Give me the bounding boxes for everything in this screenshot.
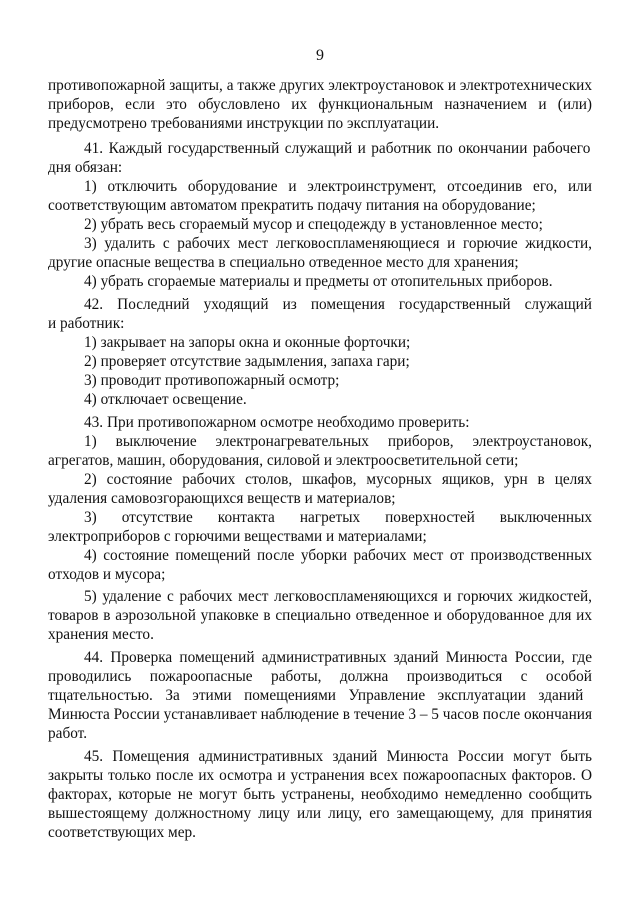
text-line: дня обязан:	[48, 159, 123, 176]
text-line: факторах, которые не могут быть устранены, необходимо немедленно сообщить	[48, 786, 592, 803]
text-line: 4) состояние помещений после уборки рабочих мест от производственных	[84, 547, 592, 564]
text-line: другие опасные вещества в специально отведенное место для хранения;	[48, 254, 519, 271]
text-line: удаления самовозгорающихся веществ и материалов;	[48, 490, 396, 507]
text-line: 1) отключить оборудование и электроинструмент, отсоединив его, или	[84, 178, 592, 195]
text-line: противопожарной защиты, а также других электроустановок и электротехнических	[48, 77, 592, 94]
text-line: 1) выключение электронагревательных приборов, электроустановок,	[84, 433, 592, 450]
text-line: 3) отсутствие контакта нагретых поверхностей выключенных	[84, 509, 592, 526]
text-line: проводились пожароопасные работы, должна производиться с особой	[48, 668, 592, 685]
text-line: 43. При противопожарном осмотре необходимо проверить:	[84, 414, 470, 431]
text-line: 41. Каждый государственный служащий и работник по окончании рабочего	[84, 140, 591, 157]
text-line: 1) закрывает на запоры окна и оконные форточки;	[84, 334, 411, 351]
text-line: тщательностью. За этими помещениями Управление эксплуатации зданий	[48, 687, 584, 704]
text-line: закрыты только после их осмотра и устранения всех пожароопасных факторов. О	[48, 767, 592, 784]
text-line: товаров в аэрозольной упаковке в специально отведенное и оборудованное для их	[48, 607, 592, 624]
text-line: 2) состояние рабочих столов, шкафов, мусорных ящиков, урн в целях	[84, 471, 592, 488]
text-line: хранения место.	[48, 626, 154, 643]
text-line: вышестоящему должностному лицу или лицу, его замещающему, для принятия	[48, 805, 592, 822]
text-line: 2) убрать весь сгораемый мусор и спецодежду в установленное место;	[84, 216, 543, 233]
text-line: 5) удаление с рабочих мест легковоспламеняющихся и горючих жидкостей,	[84, 588, 592, 605]
text-line: предусмотрено требованиями инструкции по эксплуатации.	[48, 115, 440, 132]
text-line: 45. Помещения административных зданий Минюста России могут быть	[84, 748, 592, 765]
text-line: 4) отключает освещение.	[84, 391, 247, 408]
text-line: агрегатов, машин, оборудования, силовой и электроосветительной сети;	[48, 452, 519, 469]
text-line: соответствующих мер.	[48, 824, 196, 841]
text-line: 4) убрать сгораемые материалы и предметы от отопительных приборов.	[84, 273, 553, 290]
text-line: соответствующим автоматом прекратить подачу питания на оборудование;	[48, 197, 536, 214]
text-line: приборов, если это обусловлено их функциональным назначением и (или)	[48, 96, 592, 113]
text-line: и работник:	[48, 315, 125, 332]
text-line: 2) проверяет отсутствие задымления, запаха гари;	[84, 353, 410, 370]
text-line: 3) проводит противопожарный осмотр;	[84, 372, 340, 389]
text-line: 42. Последний уходящий из помещения государственный служащий	[84, 296, 592, 313]
text-line: электроприборов с горючими веществами и материалами;	[48, 528, 427, 545]
text-line: Минюста России устанавливает наблюдение в течение 3 – 5 часов после окончания	[48, 706, 592, 723]
text-line: работ.	[48, 725, 88, 742]
text-line: 44. Проверка помещений административных зданий Минюста России, где	[84, 649, 592, 666]
text-line: отходов и мусора;	[48, 566, 166, 583]
page-number: 9	[316, 47, 324, 64]
text-line: 3) удалить с рабочих мест легковоспламеняющиеся и горючие жидкости,	[84, 235, 592, 252]
